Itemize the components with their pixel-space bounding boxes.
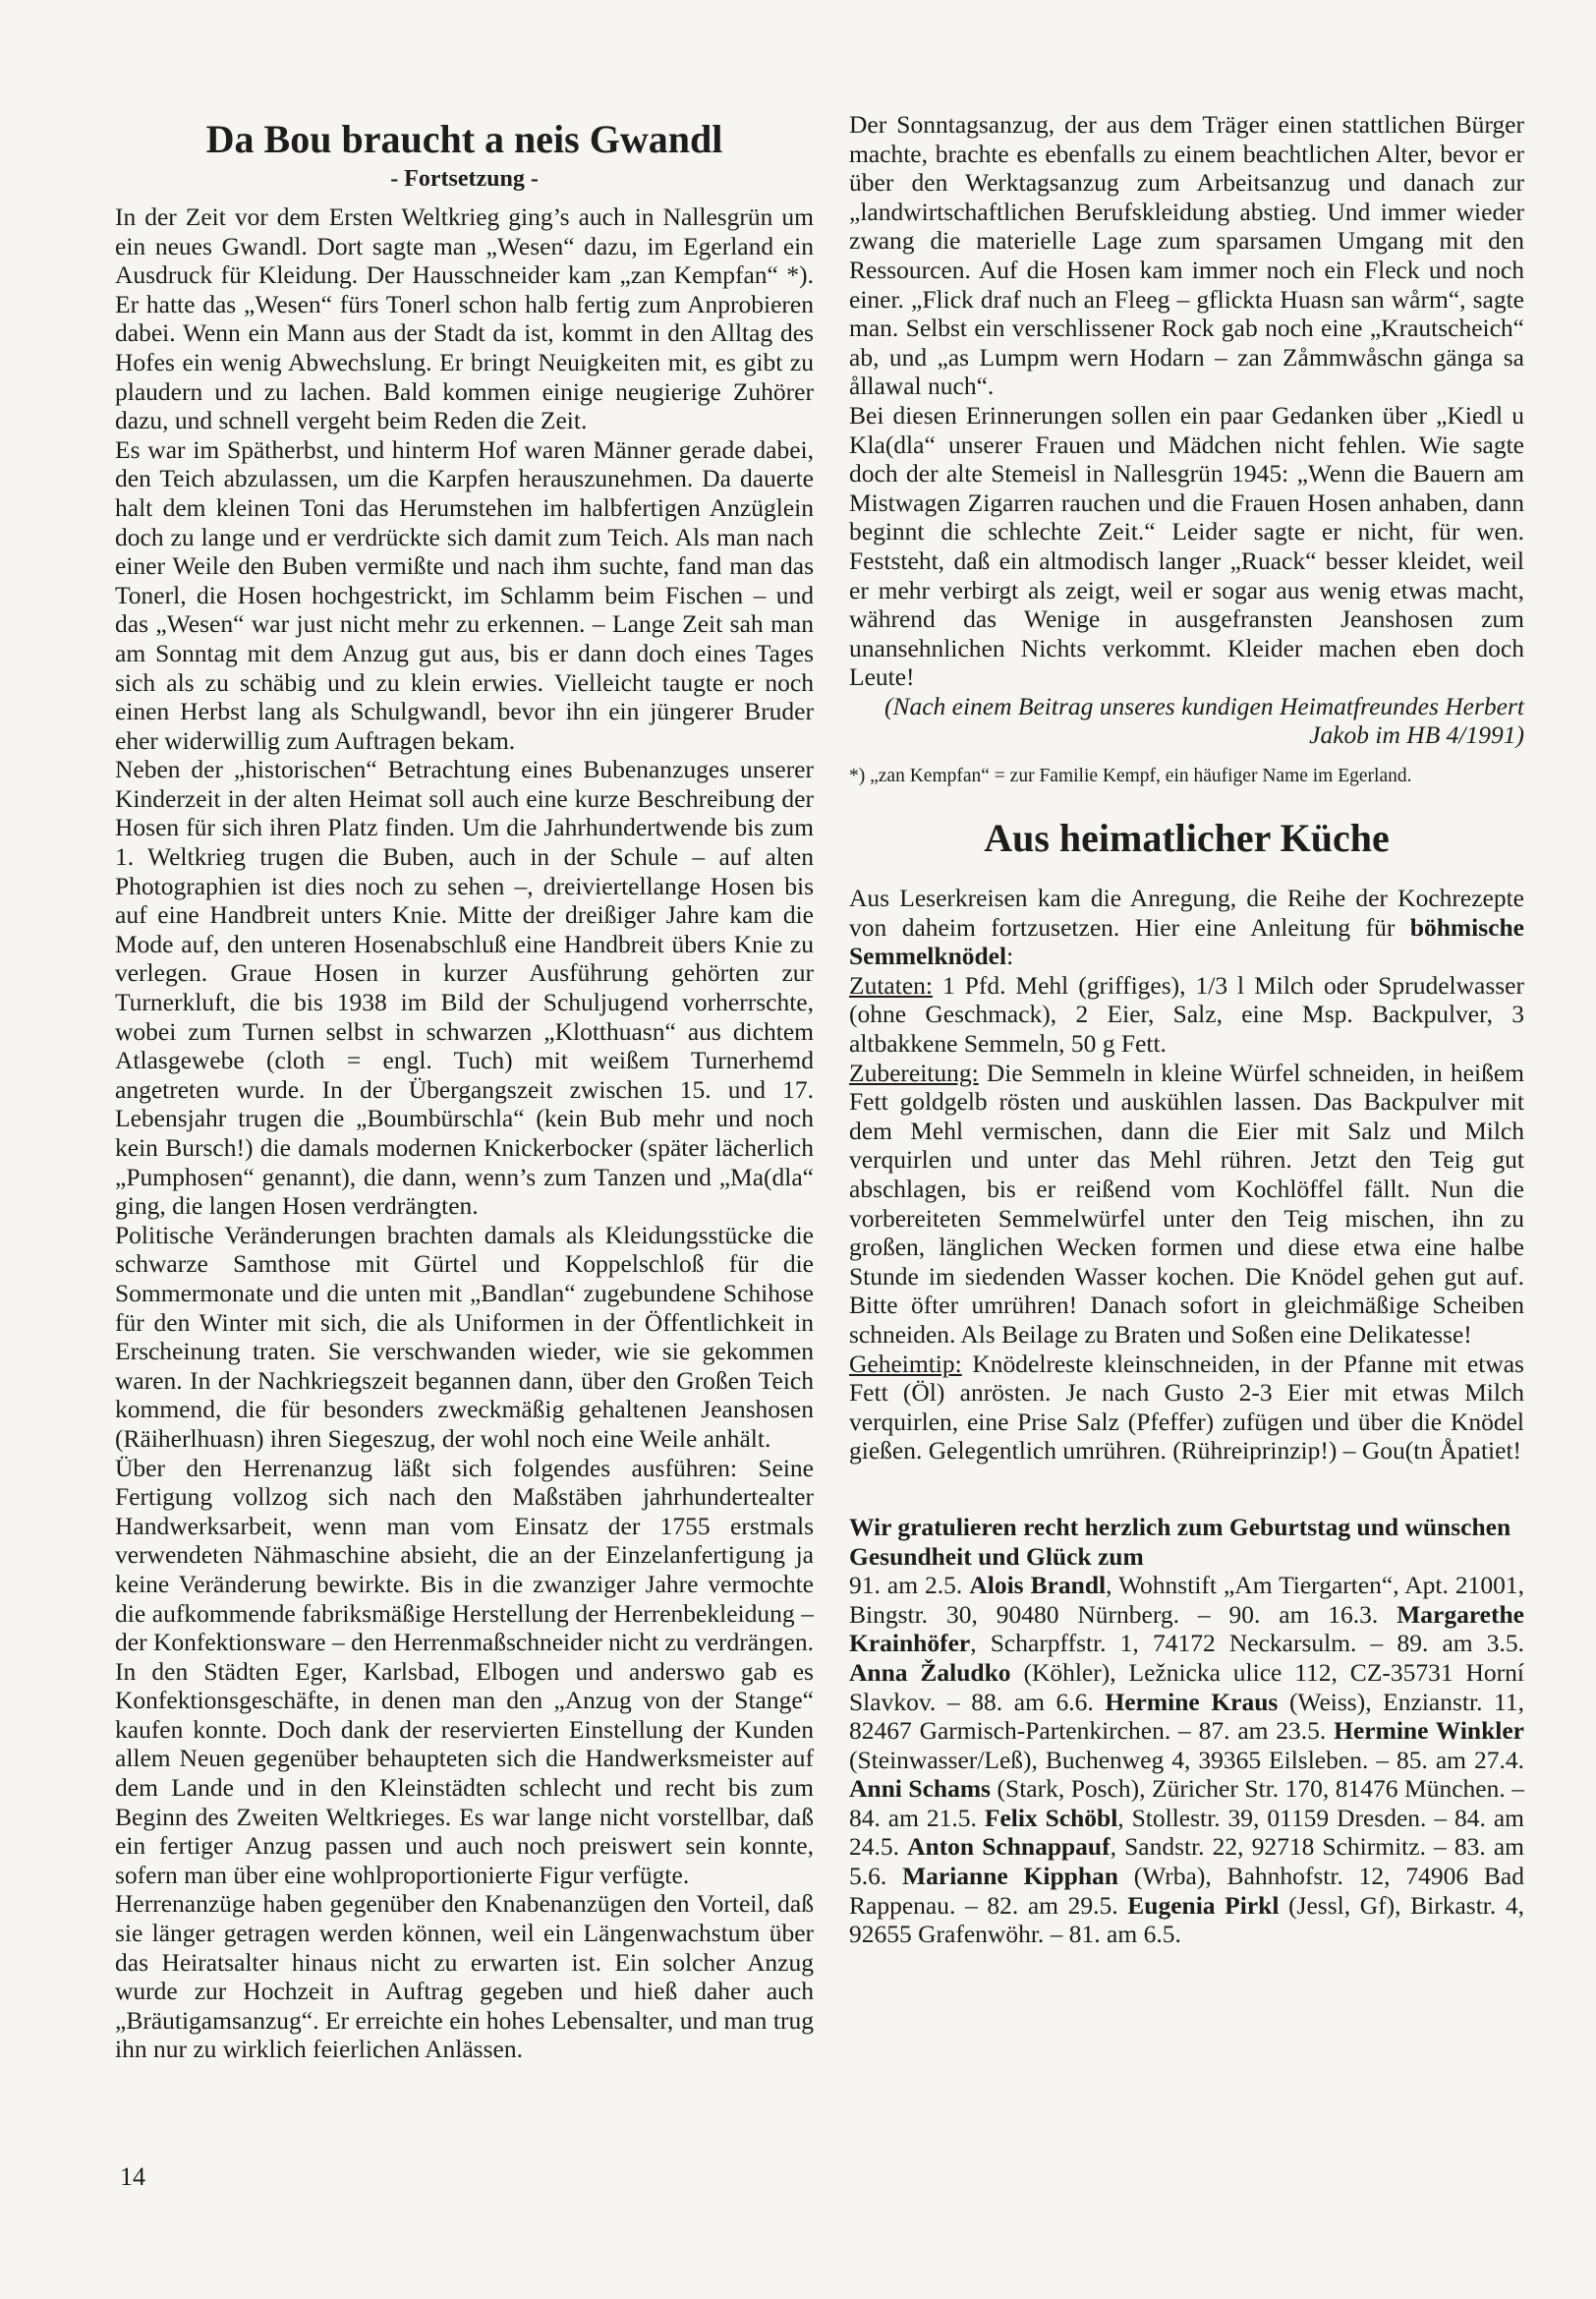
- greetings-heading: Wir gratulieren recht herzlich zum Geburtstag und wünschen Gesundheit und Glück zum: [849, 1512, 1511, 1571]
- greeting-name: Marianne Kipphan: [902, 1862, 1118, 1891]
- article-paragraph: Herrenanzüge haben gegenüber den Knabenanzügen den Vorteil, daß sie länger getragen werden können, weil ein Längenwachstum über das Heiratsalter hinaus nicht zu erwarten ist. Ein solcher Anzug wurde zur Hochzeit in Auftrag gegeben und hieß daher auch „Bräutigamsanzug“. Er erreichte ein hohes Lebensalter, und man trug ihn nur zu wirklich feierlichen Anlässen.: [115, 1889, 814, 2064]
- greeting-name: Hermine Winkler: [1334, 1716, 1524, 1746]
- greeting-name: Anni Schams: [849, 1774, 991, 1804]
- left-column: [115, 116, 814, 2064]
- right-column: [849, 110, 1524, 1949]
- article-paragraph: Politische Veränderungen brachten damals als Kleidungsstücke die schwarze Samthose mit Gürtel und Koppelschloß für die Sommermonate und die unten mit „Bandlan“ zugebundene Schihose für den Winter mit sich, die als Uniformen in der Öffentlichkeit in Erscheinung traten. Sie verschwanden wieder, wie sie gekommen waren. In der Nachkriegszeit begannen dann, über den Großen Teich kommend, die für besonders zweckmäßig gehaltenen Jeanshosen (Räiherlhuasn) ihren Siegeszug, der wohl noch eine Weile anhält.: [115, 1220, 814, 1453]
- greeting-entry: 81. am 6.5.: [1068, 1920, 1181, 1949]
- article-subtitle: - Fortsetzung -: [390, 166, 539, 192]
- greeting-entry: 89. am 3.5. Anna Žaludko (Köhler), Ležnicka ulice 112, CZ-35731 Horní Slavkov. –: [849, 1629, 1525, 1716]
- greeting-name: Margarethe Krainhöfer: [849, 1599, 1524, 1658]
- greeting-entry: 84. am 21.5. Felix Schöbl, Stollestr. 39, 01159 Dresden. –: [849, 1803, 1455, 1832]
- recipe-title: Aus heimatlicher Küche: [984, 816, 1390, 861]
- article-source: (Nach einem Beitrag unseres kundigen Heimatfreundes Herbert Jakob im HB 4/1991): [884, 691, 1524, 750]
- footnote: *) „zan Kempfan“ = zur Familie Kempf, ein häufiger Name im Egerland.: [849, 766, 1412, 787]
- article-paragraph: Es war im Spätherbst, und hinterm Hof waren Männer gerade dabei, den Teich abzulassen, um die Karpfen herauszunehmen. Da dauerte halt dem kleinen Toni das Herumstehen im halbfertigen Anzüglein doch zu lange und er verdrückte sich damit zum Teich. Als man nach einer Weile den Buben vermißte und nach ihm suchte, fand man das Tonerl, die Hosen hochgestrickt, im Schlamm beim Fischen – und das „Wesen“ war just nicht mehr zu erkennen. – Lange Zeit sah man am Sonntag mit dem Anzug gut aus, bis er dann doch eines Tages sich als zu schäbig und zu klein erwies. Vielleicht taugte er noch einen Herbst lang als Schulgwandl, bevor ihn ein jüngerer Bruder eher widerwillig zum Auftragen bekam.: [115, 434, 814, 755]
- ingredients-label: Zutaten:: [849, 970, 933, 1000]
- greeting-entry: 82. am 29.5. Eugenia Pirkl (Jessl, Gf), Birkastr. 4, 92655 Grafenwöhr. –: [849, 1890, 1525, 1949]
- recipe-preparation: Zubereitung: Die Semmeln in kleine Würfel schneiden, in heißem Fett goldgelb rösten und auskühlen lassen. Das Backpulver mit dem Mehl vermischen, dann die Eier mit Salz und Milch verquirlen und unter das Mehl rühren. Jetzt den Teig gut abschlagen, bis er reißend vom Kochlöffel fällt. Nun die vorbereiteten Semmelwürfel unter den Teig mischen, ihn zu großen, länglichen Wecken formen und diese etwa eine halbe Stunde im siedenden Wasser kochen. Die Knödel gehen gut auf. Bitte öfter umrühren! Danach sofort in gleichmäßige Scheiben schneiden. Als Beilage zu Braten und Soßen eine Delikatesse!: [849, 1058, 1524, 1349]
- greeting-entry: 84. am 24.5. Anton Schnappauf, Sandstr. 22, 92718 Schirmitz. –: [849, 1803, 1524, 1862]
- tip-label: Geheimtip:: [849, 1349, 962, 1378]
- recipe-ingredients: Zutaten: 1 Pfd. Mehl (griffiges), 1/3 l Milch oder Sprudelwasser (ohne Geschmack), 2 Eier, Salz, eine Msp. Backpulver, 3 altbakkene Semmeln, 50 g Fett.: [849, 970, 1524, 1059]
- greeting-name: Anton Schnappauf: [907, 1832, 1111, 1862]
- greeting-entry: 90. am 16.3. Margarethe Krainhöfer, Scharpffstr. 1, 74172 Neckarsulm. –: [849, 1599, 1524, 1658]
- greeting-name: Felix Schöbl: [984, 1803, 1118, 1832]
- recipe-intro: Aus Leserkreisen kam die Anregung, die Reihe der Kochrezepte von daheim fortzusetzen. Hier eine Anleitung für böhmische Semmelknödel:: [849, 884, 1524, 971]
- greeting-name: Eugenia Pirkl: [1127, 1890, 1280, 1920]
- greetings-list: [849, 1571, 1524, 1949]
- recipe-tip: Geheimtip: Knödelreste kleinschneiden, in der Pfanne mit etwas Fett (Öl) anrösten. Je nach Gusto 2-3 Eier mit etwas Milch verquirlen, eine Prise Salz (Pfeffer) zufügen und über die Knödel gießen. Gelegentlich umrühren. (Rühreiprinzip!) – Gou(tn Åpatiet!: [849, 1349, 1524, 1466]
- greeting-entry: 91. am 2.5. Alois Brandl, Wohnstift „Am Tiergarten“, Apt. 21001, Bingstr. 30, 90480 Nürnberg. –: [849, 1571, 1524, 1629]
- greeting-name: Hermine Kraus: [1105, 1687, 1279, 1716]
- recipe-name: böhmische Semmelknödel: [849, 912, 1524, 971]
- article-paragraph: Neben der „historischen“ Betrachtung eines Bubenanzuges unserer Kinderzeit in der alten Heimat soll auch eine kurze Beschreibung der Hosen für sich ihren Platz finden. Um die Jahrhundertwende bis zum 1. Weltkrieg trugen die Buben, auch in der Schule – auf alten Photographien ist dies noch zu sehen –, dreiviertellange Hosen bis auf eine Handbreit unters Knie. Mitte der dreißiger Jahre kam die Mode auf, den unteren Hosenabschluß eine Handbreit übers Knie zu verlegen. Graue Hosen in kurzer Ausführung gehörten zur Turnerkluft, die bis 1938 im Bild der Schuljugend vorherrschte, wobei zum Turnen selbst in schwarzen „Klotthuasn“ aus dichtem Atlasgewebe (cloth = engl. Tuch) mit weißem Turnerhemd angetreten wurde. In der Übergangszeit zwischen 15. und 17. Lebensjahr trugen die „Boumbürschla“ (kein Bub mehr und noch kein Bursch!) die damals modernen Knickerbocker (später lächerlich „Pumphosen“ genannt), die dann, wenn’s zum Tanzen und „Ma(dla“ ging, die langen Hosen verdrängten.: [115, 755, 814, 1221]
- page-number: 14: [120, 2162, 145, 2191]
- preparation-label: Zubereitung:: [849, 1058, 979, 1087]
- greeting-name: Anna Žaludko: [849, 1657, 1011, 1687]
- greeting-entry: 85. am 27.4. Anni Schams (Stark, Posch), Züricher Str. 170, 81476 München. –: [849, 1745, 1524, 1804]
- article-paragraph: Bei diesen Erinnerungen sollen ein paar Gedanken über „Kiedl u Kla(dla“ unserer Frauen und Mädchen nicht fehlen. Wie sagte doch der alte Stemeisl in Nallesgrün 1945: „Wenn die Bauern am Mistwagen Zigarren rauchen und die Frauen Hosen anhaben, dann beginnt die schlechte Zeit.“ Leider sagte er nicht, für wen. Feststeht, daß ein altmodisch langer „Ruack“ besser kleidet, weil er mehr verbirgt als zeigt, weil er sogar aus wenig etwas macht, während das Wenige in ausgefransten Jeanshosen zum unansehnlichen Nichts verkommt. Kleider machen eben doch Leute!: [849, 400, 1524, 692]
- article-paragraph: Der Sonntagsanzug, der aus dem Träger einen stattlichen Bürger machte, brachte es ebenfalls zu einem beachtlichen Alter, bevor er über den Werktagsanzug zum Arbeitsanzug und danach zur „landwirtschaftlichen Berufskleidung abstieg. Und immer wieder zwang die materielle Lage zum sparsamen Umgang mit den Ressourcen. Auf die Hosen kam immer noch ein Fleck und noch einer. „Flick draf nuch an Fleeg – gflickta Huasn san wårm“, sagte man. Selbst ein verschlissener Rock gab noch eine „Krautscheich“ ab, und „as Lumpm wern Hodarn – zan Zåmmwåschn gänga sa ållawal nuch“.: [849, 110, 1524, 401]
- greeting-entry: 87. am 23.5. Hermine Winkler (Steinwasser/Leß), Buchenweg 4, 39365 Eilsleben. –: [849, 1716, 1524, 1774]
- greeting-name: Alois Brandl: [969, 1571, 1107, 1600]
- article-paragraph: In der Zeit vor dem Ersten Weltkrieg ging’s auch in Nallesgrün um ein neues Gwandl. Dort sagte man „Wesen“ dazu, im Egerland ein Ausdruck für Kleidung. Der Hausschneider kam „zan Kempfan“ *). Er hatte das „Wesen“ fürs Tonerl schon halb fertig zum Anprobieren dabei. Wenn ein Mann aus der Stadt da ist, kommt in den Alltag des Hofes ein wenig Abwechslung. Er bringt Neuigkeiten mit, es gibt zu plaudern und zu lachen. Bald kommen einige neugierige Zuhörer dazu, und schnell vergeht beim Reden die Zeit.: [115, 202, 814, 435]
- article-paragraph: Über den Herrenanzug läßt sich folgendes ausführen: Seine Fertigung vollzog sich nach den Maßstäben jahrhundertealter Handwerksarbeit, wenn man vom Einsatz der 1755 erstmals verwendeten Nähmaschine absieht, die an der Einzelanfertigung ja keine Veränderung bewirkte. Bis in die zwanziger Jahre vermochte die aufkommende fabriksmäßige Herstellung der Herrenbekleidung – der Konfektionsware – den Herrenmaßschneider nicht zu verdrängen. In den Städten Eger, Karlsbad, Elbogen und anderswo gab es Konfektionsgeschäfte, in denen man den „Anzug von der Stange“ kaufen konnte. Doch dank der reservierten Einstellung der Kunden allem Neuen gegenüber behaupteten sich die Handwerksmeister auf dem Lande und in den Kleinstädten schlecht und recht bis zum Beginn des Zweiten Weltkrieges. Es war lange nicht vorstellbar, daß ein fertiger Anzug passen und auch noch preiswert sein konnte, sofern man über eine wohlproportionierte Figur verfügte.: [115, 1453, 814, 1889]
- article-title: Da Bou braucht a neis Gwandl: [205, 117, 723, 161]
- greeting-entry: 83. am 5.6. Marianne Kipphan (Wrba), Bahnhofstr. 12, 74906 Bad Rappenau. –: [849, 1832, 1525, 1920]
- greeting-entry: 88. am 6.6. Hermine Kraus (Weiss), Enzianstr. 11, 82467 Garmisch-Partenkirchen. –: [849, 1687, 1524, 1746]
